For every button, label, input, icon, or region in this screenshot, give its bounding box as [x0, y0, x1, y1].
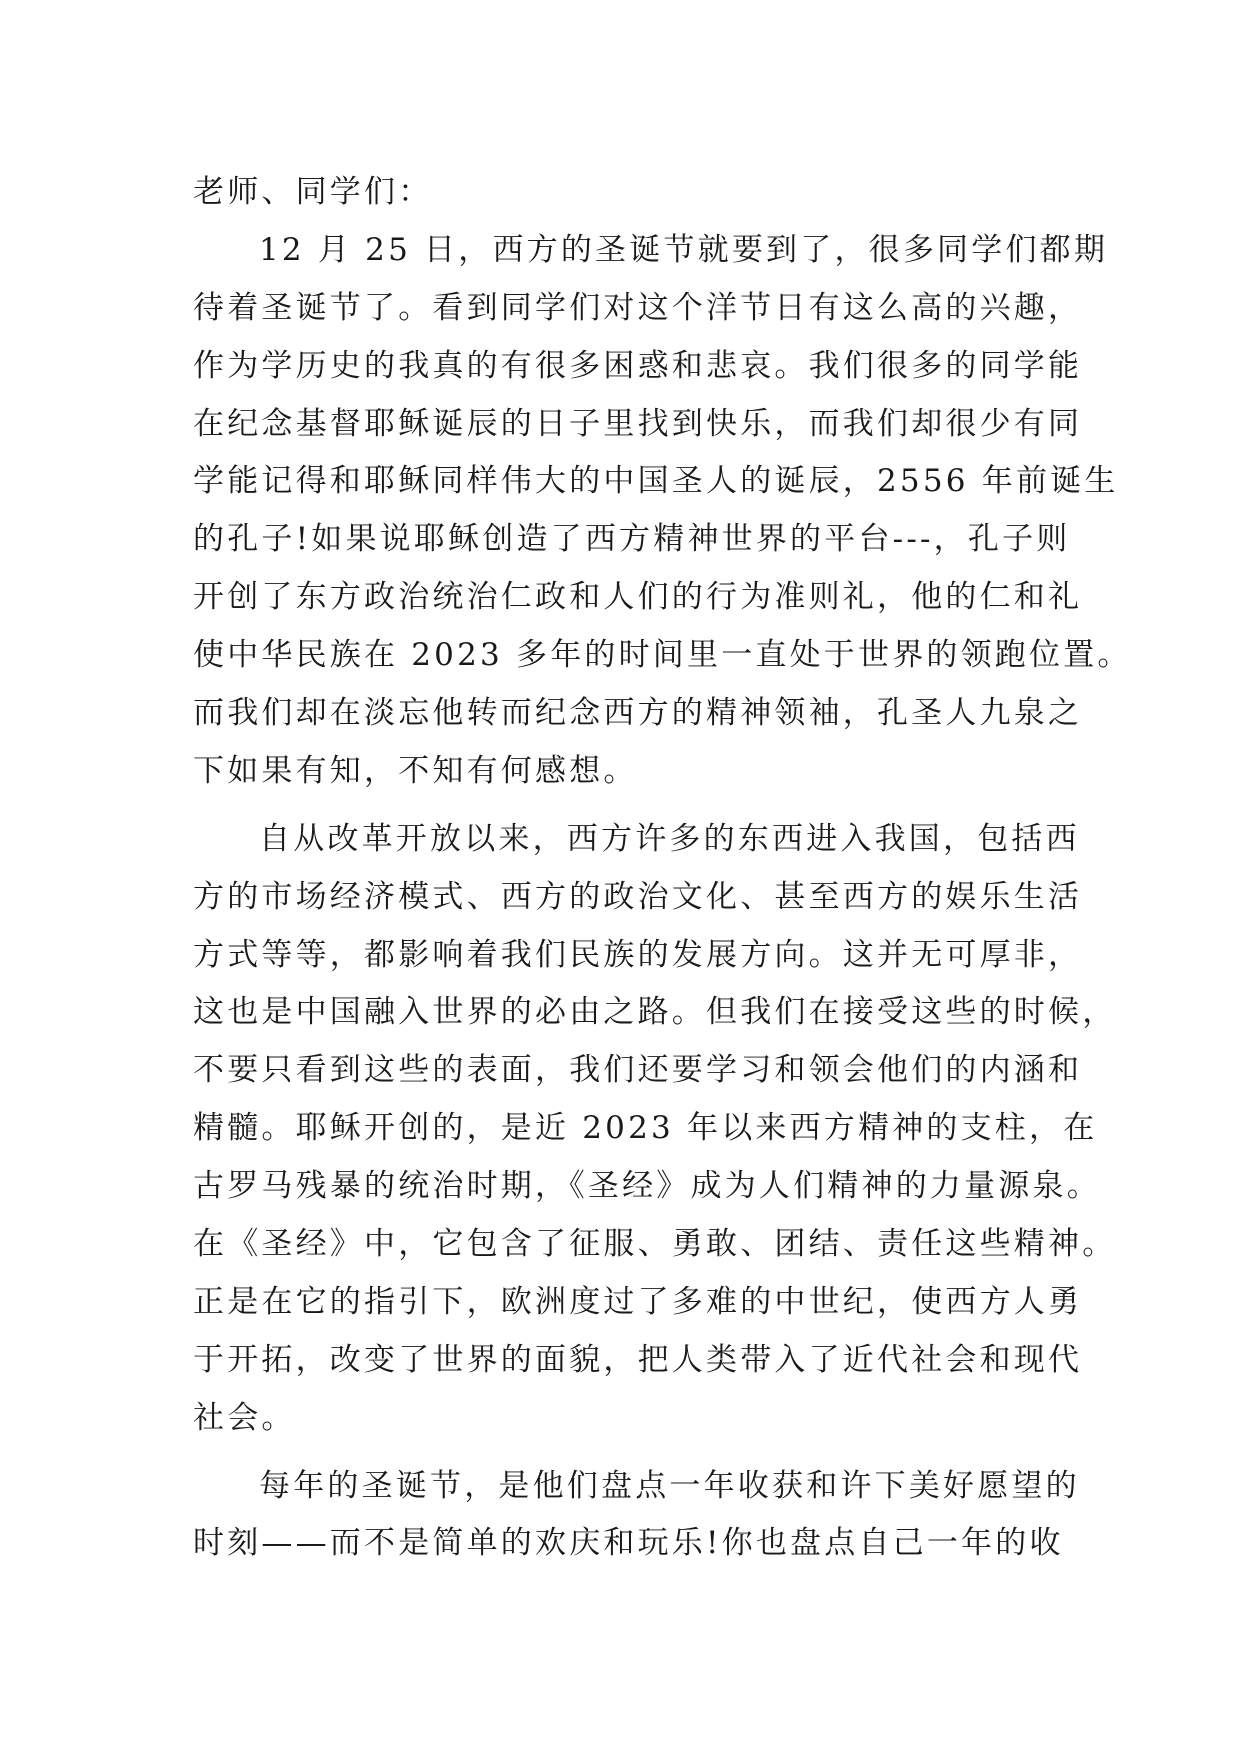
- salutation: 老师、同学们：: [193, 174, 433, 210]
- paragraph-line: 不要只看到这些的表面，我们还要学习和领会他们的内涵和: [193, 1052, 1083, 1089]
- paragraph-line: 学能记得和耶稣同样伟大的中国圣人的诞辰，2556 年前诞生: [193, 463, 1119, 500]
- paragraph-2: [193, 811, 1117, 1448]
- paragraph-line: 每年的圣诞节，是他们盘点一年收获和许下美好愿望的: [259, 1467, 1080, 1504]
- paragraph-line: 在纪念基督耶稣诞辰的日子里找到快乐，而我们却很少有同: [193, 405, 1083, 442]
- paragraph-line: 在《圣经》中，它包含了征服、勇敢、团结、责任这些精神。: [193, 1226, 1117, 1263]
- paragraph-line: 古罗马残暴的统治时期，《圣经》成为人们精神的力量源泉。: [193, 1168, 1101, 1205]
- paragraph-line: 社会。: [193, 1399, 296, 1436]
- paragraph-1: [193, 222, 1132, 801]
- paragraph-line: 开创了东方政治统治仁政和人们的行为准则礼，他的仁和礼: [193, 579, 1083, 616]
- paragraph-line: 作为学历史的我真的有很多困惑和悲哀。我们很多的同学能: [193, 347, 1083, 384]
- paragraph-line: 正是在它的指引下，欧洲度过了多难的中世纪，使西方人勇: [193, 1283, 1083, 1320]
- paragraph-spacer: [193, 801, 1055, 811]
- paragraph-line: 使中华民族在 2023 多年的时间里一直处于世界的领跑位置。: [193, 637, 1132, 674]
- paragraph-line: 精髓。耶稣开创的，是近 2023 年以来西方精神的支柱，在: [193, 1110, 1098, 1147]
- paragraph-line: 而我们却在淡忘他转而纪念西方的精神领袖，孔圣人九泉之: [193, 695, 1083, 732]
- document-body: [193, 164, 1132, 1573]
- paragraph-line: 方的市场经济模式、西方的政治文化、甚至西方的娱乐生活: [193, 878, 1083, 915]
- paragraph-line: 的孔子!如果说耶稣创造了西方精神世界的平台---，孔子则: [193, 521, 1071, 558]
- paragraph-line: 时刻——而不是简单的欢庆和玩乐!你也盘点自己一年的收: [193, 1525, 1064, 1562]
- paragraph-line: 自从改革开放以来，西方许多的东西进入我国，包括西: [259, 820, 1080, 857]
- paragraph-spacer: [193, 1448, 1055, 1458]
- paragraph-line: 下如果有知，不知有何感想。: [193, 752, 638, 789]
- paragraph-line: 待着圣诞节了。看到同学们对这个洋节日有这么高的兴趣，: [193, 289, 1083, 326]
- paragraph-3: [193, 1458, 1080, 1574]
- paragraph-line: 这也是中国融入世界的必由之路。但我们在接受这些的时候，: [193, 994, 1117, 1031]
- paragraph-line: 方式等等，都影响着我们民族的发展方向。这并无可厚非，: [193, 936, 1083, 973]
- paragraph-line: 12 月 25 日，西方的圣诞节就要到了，很多同学们都期: [259, 231, 1109, 268]
- paragraph-line: 于开拓，改变了世界的面貌，把人类带入了近代社会和现代: [193, 1341, 1083, 1378]
